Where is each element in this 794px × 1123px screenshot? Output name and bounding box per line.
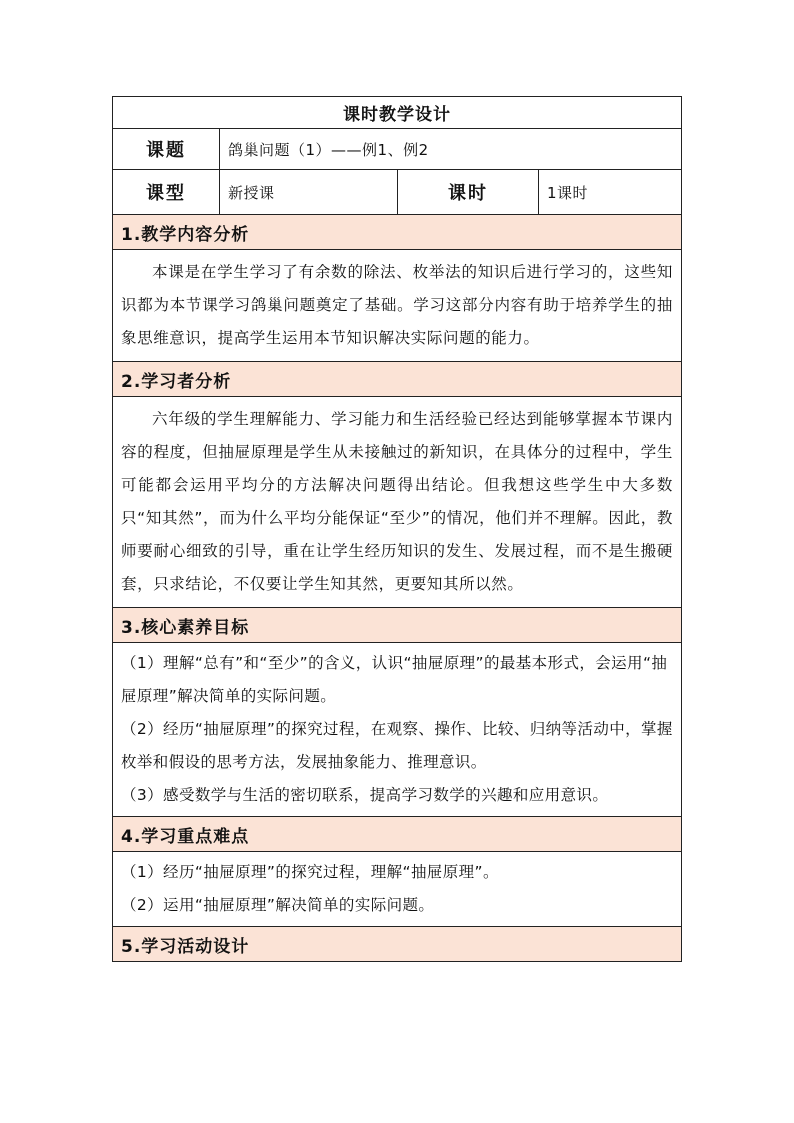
lesson-design-table: [112, 96, 682, 962]
goal-item: （2）经历“抽屉原理”的探究过程，在观察、操作、比较、归纳等活动中，掌握枚举和假设的思考方法，发展抽象能力、推理意识。: [121, 720, 673, 771]
section-body-core-goals: [113, 643, 682, 817]
section-heading-key-points: 4.学习重点难点: [113, 817, 682, 852]
section-heading-activity-design: 5.学习活动设计: [113, 927, 682, 962]
period-label: 课时: [398, 170, 539, 215]
goal-item: （1）理解“总有”和“至少”的含义，认识“抽屉原理”的最基本形式，会运用“抽屉原理”解决简单的实际问题。: [121, 654, 668, 705]
period-value: 1课时: [539, 170, 682, 215]
section-body-key-points: [113, 852, 682, 927]
document-title: 课时教学设计: [113, 97, 682, 129]
goal-item: （3）感受数学与生活的密切联系，提高学习数学的兴趣和应用意识。: [121, 786, 609, 804]
topic-label: 课题: [113, 129, 220, 170]
type-label: 课型: [113, 170, 220, 215]
topic-value: 鸽巢问题（1）——例1、例2: [220, 129, 682, 170]
section-heading-core-goals: 3.核心素养目标: [113, 608, 682, 643]
section-heading-learner-analysis: 2.学习者分析: [113, 362, 682, 397]
section-body-content-analysis: [113, 250, 682, 362]
paragraph-content-analysis: 本课是在学生学习了有余数的除法、枚举法的知识后进行学习的，这些知识都为本节课学习鸽巢问题奠定了基础。学习这部分内容有助于培养学生的抽象思维意识，提高学生运用本节知识解决实际问题的能力。: [121, 263, 673, 347]
key-point-item: （2）运用“抽屉原理”解决简单的实际问题。: [121, 896, 435, 914]
paragraph-learner-analysis: 六年级的学生理解能力、学习能力和生活经验已经达到能够掌握本节课内容的程度，但抽屉原理是学生从未接触过的新知识，在具体分的过程中，学生可能都会运用平均分的方法解决问题得出结论。但我想这些学生中大多数只“知其然”，而为什么平均分能保证“至少”的情况，他们并不理解。因此，教师要耐心细致的引导，重在让学生经历知识的发生、发展过程，而不是生搬硬套，只求结论，不仅要让学生知其然，更要知其所以然。: [121, 410, 673, 593]
type-value: 新授课: [220, 170, 398, 215]
section-heading-content-analysis: 1.教学内容分析: [113, 215, 682, 250]
key-point-item: （1）经历“抽屉原理”的探究过程，理解“抽屉原理”。: [121, 863, 499, 881]
section-body-learner-analysis: [113, 397, 682, 608]
